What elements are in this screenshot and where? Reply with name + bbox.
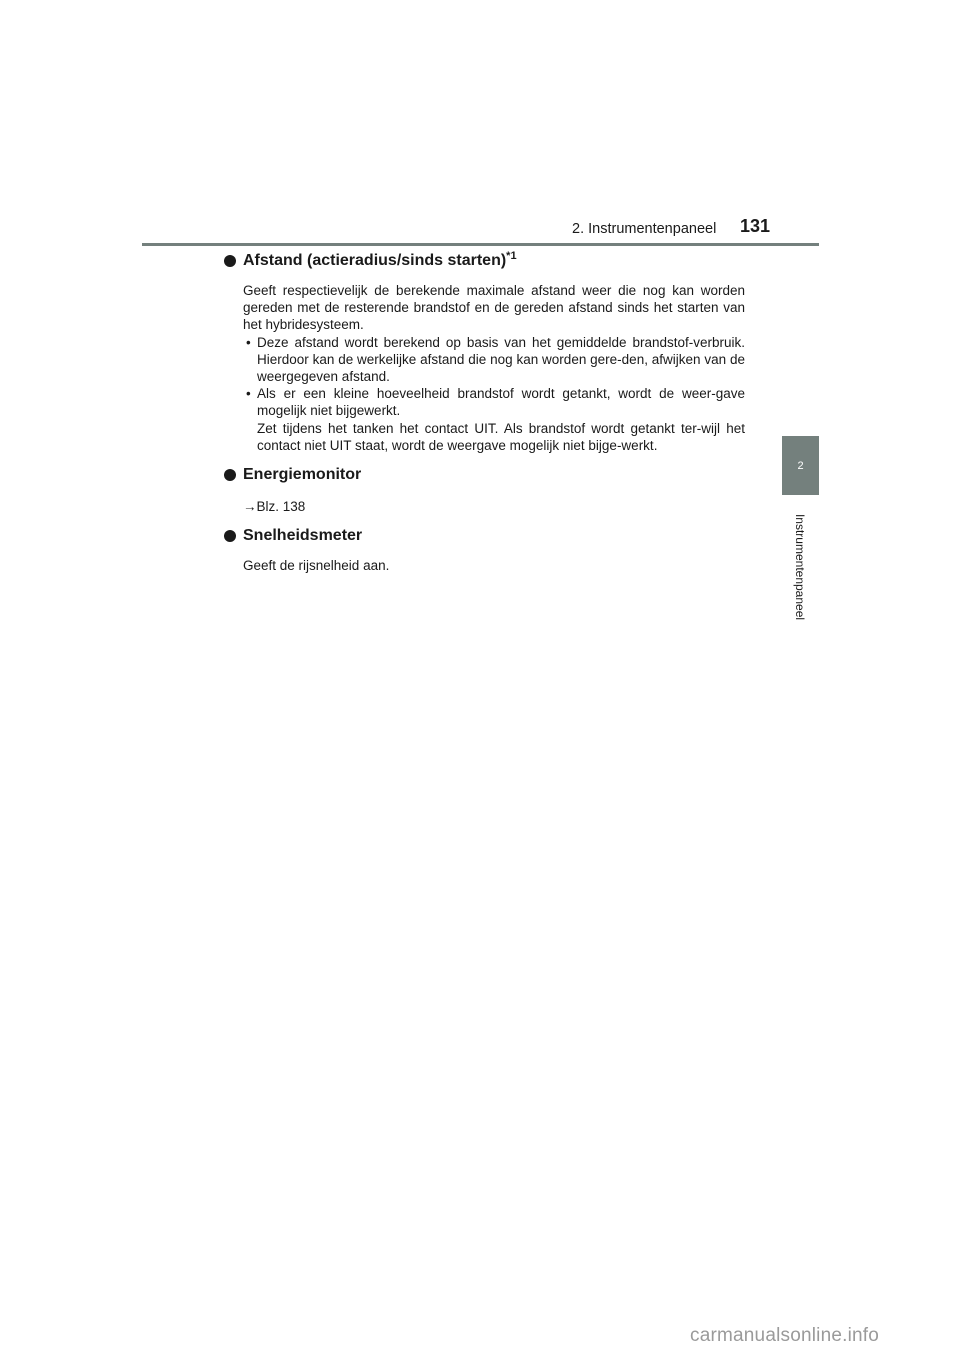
page-header [0,0,960,250]
page-content [223,250,745,574]
header-section-title: 2. Instrumentenpaneel [572,221,717,237]
section-heading [223,250,745,272]
section-heading-text: Energiemonitor [243,466,362,484]
bullet-marker: • [246,334,251,350]
footnote-marker: *1 [506,250,517,262]
list-item-text: Als er een kleine hoeveelheid brandstof wordt getankt, wordt de weer-gave mogelijk niet bijgewerkt. [257,386,745,419]
list-item [243,385,745,454]
header-divider [142,243,819,246]
section-energiemonitor [223,464,745,515]
section-snelheidsmeter [223,525,745,574]
page-number: 131 [740,216,771,236]
section-heading-text: Snelheidsmeter [243,527,363,545]
section-body: Geeft de rijsnelheid aan. [243,558,390,574]
list-item-text-continued: Zet tijdens het tanken het contact UIT. Als brandstof wordt getankt ter-wijl het contact niet UIT staat, wordt de weergave mogelijk niet bijge-werkt. [257,420,745,453]
chapter-tab-number: 2 [797,459,804,472]
section-heading-text: Afstand (actieradius/sinds starten) [243,252,507,269]
page-reference-link[interactable]: →Blz. 138 [243,499,306,515]
section-heading [223,464,745,486]
list-item-text: Deze afstand wordt berekend op basis van het gemiddelde brandstof-verbruik. Hierdoor kan de werkelijke afstand die nog kan worden gere-den, afwijken van de weergegeven afstand. [257,334,745,385]
bullet-circle-icon [224,469,236,481]
bullet-circle-icon [224,255,236,267]
chapter-tab[interactable] [782,436,819,495]
section-heading [223,525,745,547]
watermark: carmanualsonline.info [690,1325,880,1346]
list-item [243,334,745,386]
bullet-marker: • [246,386,251,402]
chapter-tab-label: Instrumentenpaneel [793,513,807,621]
section-afstand [223,250,745,454]
bullet-circle-icon [224,530,236,542]
section-body: Geeft respectievelijk de berekende maximale afstand weer die nog kan worden gereden met de resterende brandstof en de gereden afstand sinds het starten van het hybridesysteem. [243,283,745,333]
sub-bullet-list [243,334,745,454]
